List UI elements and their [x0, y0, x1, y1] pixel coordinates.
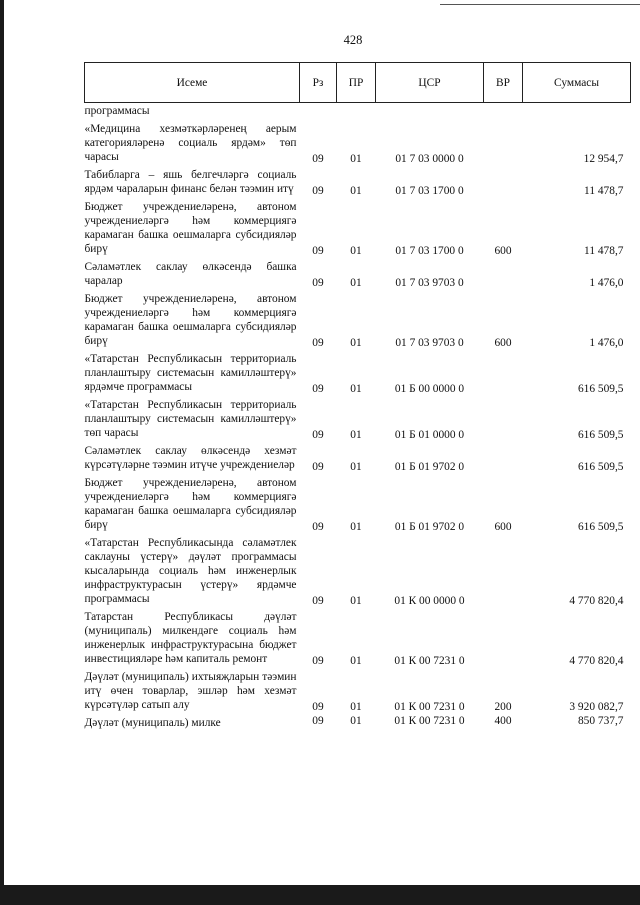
table-row — [85, 258, 631, 290]
row-name: «Татарстан Республикасын территориаль планлаштыру системасын камилләштерү» ярдәмче программасы — [84, 353, 297, 393]
row-name: Бюджет учреждениеләренә, автоном учреждениеләргә һәм коммерциягә карамаган башка оешмаларга субсидияләр бирү — [84, 477, 297, 531]
page-border-left — [0, 0, 4, 905]
table-row — [85, 668, 631, 714]
row-rz: 09 — [312, 245, 324, 257]
row-vr — [484, 442, 523, 474]
row-rz: 09 — [312, 277, 324, 289]
row-rz: 09 — [312, 383, 324, 395]
row-vr — [484, 608, 523, 668]
row-csr: 01 Б 01 9702 0 — [394, 521, 465, 533]
row-pr: 01 — [350, 337, 362, 349]
column-header-rz: Рз — [300, 63, 337, 103]
row-vr — [484, 120, 523, 166]
row-vr — [484, 350, 523, 396]
row-vr: 600 — [494, 337, 512, 349]
column-header-name: Исеме — [85, 63, 300, 103]
row-pr: 01 — [350, 153, 362, 165]
row-vr — [484, 166, 523, 198]
table-row — [85, 534, 631, 608]
row-sum: 3 920 082,7 — [569, 701, 624, 713]
row-name: программасы — [84, 105, 150, 117]
row-pr: 01 — [350, 715, 362, 727]
page-border-bottom — [0, 885, 640, 905]
row-csr: 01 7 03 9703 0 — [395, 277, 464, 289]
column-header-pr: ПР — [337, 63, 376, 103]
row-sum: 616 509,5 — [577, 461, 624, 473]
row-pr: 01 — [350, 461, 362, 473]
row-sum: 11 478,7 — [584, 245, 624, 257]
table-header-row — [85, 63, 631, 103]
row-rz: 09 — [312, 185, 324, 197]
row-name: Сәламәтлек саклау өлкәсендә хезмәт күрсәтүләрне тәэмин итүче учреждениеләр — [84, 445, 297, 471]
row-rz: 09 — [312, 655, 324, 667]
row-vr — [484, 396, 523, 442]
table-row — [85, 474, 631, 534]
table-row — [85, 442, 631, 474]
row-sum: 11 478,7 — [584, 185, 624, 197]
row-sum: 4 770 820,4 — [569, 595, 624, 607]
row-pr: 01 — [350, 185, 362, 197]
row-vr — [484, 258, 523, 290]
row-rz: 09 — [312, 521, 324, 533]
row-name: Дәүләт (муниципаль) ихтыяҗларын тәэмин итү өчен товарлар, эшләр һәм хезмәт күрсәтүләр сатып алу — [84, 671, 297, 711]
row-vr: 400 — [494, 715, 512, 727]
row-sum: 1 476,0 — [589, 277, 624, 289]
table-row — [85, 290, 631, 350]
row-name: Татарстан Республикасы дәүләт (муниципаль) милкендәге социаль һәм инженерлык инфраструктурасына бюджет инвестицияләре һәм капиталь ремонт — [84, 611, 297, 665]
top-rule — [440, 4, 640, 5]
row-csr: 01 7 03 0000 0 — [395, 153, 464, 165]
table-row — [85, 608, 631, 668]
row-pr — [337, 103, 376, 121]
row-csr: 01 Б 00 0000 0 — [394, 383, 465, 395]
budget-table — [84, 62, 631, 732]
row-name: «Медицина хезмәткәрләренең аерым категорияләренә социаль ярдәм» төп чарасы — [84, 123, 297, 163]
row-rz — [300, 103, 337, 121]
row-sum — [523, 103, 631, 121]
row-csr — [376, 103, 484, 121]
row-rz: 09 — [312, 461, 324, 473]
row-csr: 01 К 00 7231 0 — [394, 701, 465, 713]
column-header-sum: Суммасы — [523, 63, 631, 103]
row-pr: 01 — [350, 383, 362, 395]
row-vr: 200 — [494, 701, 512, 713]
row-name: «Татарстан Республикасын территориаль планлаштыру системасын камилләштерү» төп чарасы — [84, 399, 297, 439]
row-pr: 01 — [350, 701, 362, 713]
row-rz: 09 — [312, 429, 324, 441]
row-csr: 01 7 03 1700 0 — [395, 185, 464, 197]
row-csr: 01 7 03 9703 0 — [395, 337, 464, 349]
table-row — [85, 714, 631, 732]
row-rz: 09 — [312, 337, 324, 349]
row-rz: 09 — [312, 153, 324, 165]
row-sum: 4 770 820,4 — [569, 655, 624, 667]
row-pr: 01 — [350, 429, 362, 441]
row-name: Табибларга – яшь белгечләргә социаль ярдәм чараларын финанс белән тәэмин итү — [84, 169, 297, 195]
table-row — [85, 103, 631, 121]
row-sum: 850 737,7 — [577, 715, 624, 727]
row-csr: 01 К 00 0000 0 — [394, 595, 465, 607]
table-row — [85, 166, 631, 198]
row-csr: 01 К 00 7231 0 — [394, 715, 465, 727]
row-name: Дәүләт (муниципаль) милке — [84, 717, 221, 729]
row-vr: 600 — [494, 245, 512, 257]
row-pr: 01 — [350, 521, 362, 533]
row-csr: 01 Б 01 0000 0 — [394, 429, 465, 441]
row-csr: 01 7 03 1700 0 — [395, 245, 464, 257]
row-vr — [484, 103, 523, 121]
row-csr: 01 К 00 7231 0 — [394, 655, 465, 667]
row-name: Бюджет учреждениеләренә, автоном учреждениеләргә һәм коммерциягә карамаган башка оешмаларга субсидияләр бирү — [84, 201, 297, 255]
row-vr: 600 — [494, 521, 512, 533]
row-sum: 12 954,7 — [583, 153, 624, 165]
row-rz: 09 — [312, 595, 324, 607]
row-sum: 616 509,5 — [577, 383, 624, 395]
table-row — [85, 350, 631, 396]
row-pr: 01 — [350, 277, 362, 289]
row-rz: 09 — [312, 701, 324, 713]
page-number: 428 — [343, 33, 363, 47]
row-name: Сәламәтлек саклау өлкәсендә башка чаралар — [84, 261, 297, 287]
row-pr: 01 — [350, 245, 362, 257]
column-header-vr: ВР — [484, 63, 523, 103]
column-header-csr: ЦСР — [376, 63, 484, 103]
row-csr: 01 Б 01 9702 0 — [394, 461, 465, 473]
row-vr — [484, 534, 523, 608]
table-row — [85, 396, 631, 442]
row-pr: 01 — [350, 655, 362, 667]
row-pr: 01 — [350, 595, 362, 607]
row-sum: 1 476,0 — [589, 337, 624, 349]
row-name: «Татарстан Республикасында сәламәтлек саклауны үстерү» дәүләт программасы кысаларында социаль һәм инженерлык инфраструктурасын үстерү» ярдәмче программасы — [84, 537, 297, 605]
row-name: Бюджет учреждениеләренә, автоном учреждениеләргә һәм коммерциягә карамаган башка оешмаларга субсидияләр бирү — [84, 293, 297, 347]
row-rz: 09 — [312, 715, 324, 727]
row-sum: 616 509,5 — [577, 521, 624, 533]
table-row — [85, 120, 631, 166]
table-row — [85, 198, 631, 258]
row-sum: 616 509,5 — [577, 429, 624, 441]
